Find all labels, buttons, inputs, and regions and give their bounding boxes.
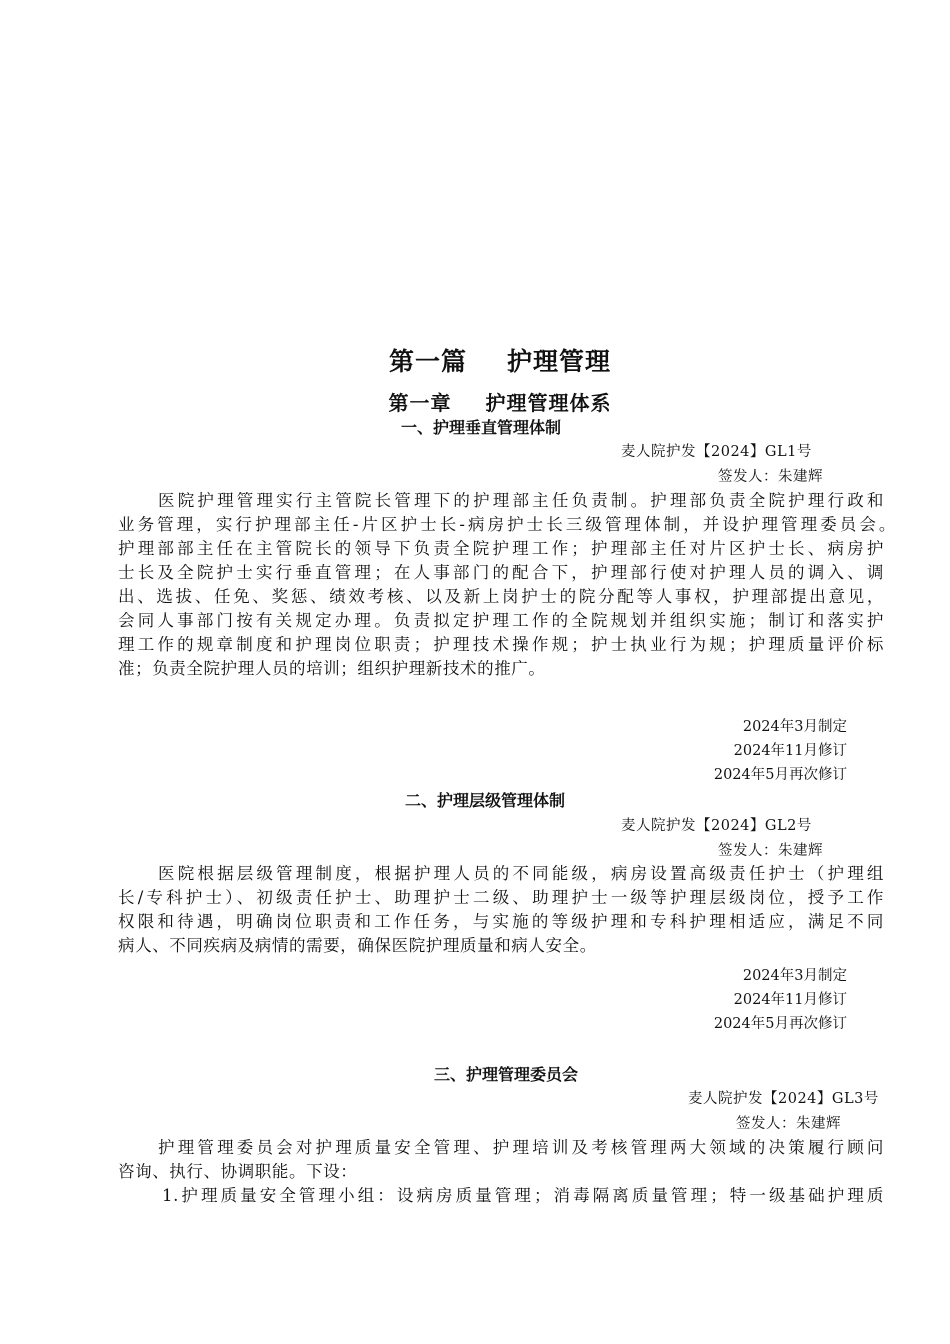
paragraph-line: 1.护理质量安全管理小组：设病房质量管理；消毒隔离质量管理；特一级基础护理质: [162, 1186, 884, 1205]
doc-number: 麦人院护发【2024】GL2号: [621, 818, 812, 834]
date-line: 2024年5月再次修订: [713, 1016, 847, 1032]
paragraph-line: 士长及全院护士实行垂直管理；在人事部门的配合下，护理部行使对护理人员的调入、调: [118, 563, 884, 582]
section-heading: 一、护理垂直管理体制: [401, 418, 562, 437]
date-line: 2024年11月修订: [733, 992, 847, 1008]
date-line: 2024年11月修订: [733, 743, 847, 759]
paragraph-line: 医院根据层级管理制度，根据护理人员的不同能级，病房设置高级责任护士（护理组: [158, 864, 884, 883]
doc-number: 麦人院护发【2024】GL3号: [688, 1091, 879, 1107]
paragraph-line: 出、选拔、任免、奖惩、绩效考核、以及新上岗护士的院分配等人事权，护理部提出意见，: [118, 587, 884, 606]
chapter-title: [0, 390, 950, 416]
doc-number: 麦人院护发【2024】GL1号: [621, 444, 812, 460]
paragraph-line: 长/专科护士）、初级责任护士、助理护士二级、助理护士一级等护理层级岗位，授予工作: [118, 888, 884, 907]
chapter-number: 第一章: [388, 391, 452, 415]
section-heading: 三、护理管理委员会: [434, 1065, 579, 1084]
section-paragraph: [118, 1136, 884, 1208]
section-paragraph: [118, 862, 884, 958]
paragraph-line: 理工作的规章制度和护理岗位职责；护理技术操作规；护士执业行为规；护理质量评价标: [118, 635, 884, 654]
part-name: 护理管理: [507, 347, 612, 376]
signer: 签发人：朱建辉: [718, 843, 823, 859]
signer: 签发人：朱建辉: [718, 469, 823, 485]
part-number: 第一篇: [388, 347, 467, 376]
paragraph-line: 权限和待遇，明确岗位职责和工作任务，与实施的等级护理和专科护理相适应，满足不同: [118, 912, 884, 931]
section-heading: 二、护理层级管理体制: [405, 791, 566, 810]
signer: 签发人：朱建辉: [736, 1116, 841, 1132]
paragraph-line: 医院护理管理实行主管院长管理下的护理部主任负责制。护理部负责全院护理行政和: [158, 491, 884, 510]
paragraph-line: 病人、不同疾病及病情的需要，确保医院护理质量和病人安全。: [118, 936, 597, 955]
date-line: 2024年5月再次修订: [713, 767, 847, 783]
section-paragraph: [118, 489, 896, 681]
paragraph-line: 护理管理委员会对护理质量安全管理、护理培训及考核管理两大领域的决策履行顾问: [158, 1138, 884, 1157]
paragraph-line: 准；负责全院护理人员的培训；组织护理新技术的推广。: [118, 659, 546, 678]
date-line: 2024年3月制定: [742, 968, 847, 984]
paragraph-line: 护理部部主任在主管院长的领导下负责全院护理工作；护理部主任对片区护士长、病房护: [118, 539, 884, 558]
part-title: [0, 347, 950, 377]
paragraph-line: 咨询、执行、协调职能。下设：: [118, 1162, 358, 1181]
paragraph-line: 业务管理，实行护理部主任-片区护士长-病房护士长三级管理体制，并设护理管理委员会。: [118, 515, 896, 534]
paragraph-line: 会同人事部门按有关规定办理。负责拟定护理工作的全院规划并组织实施；制订和落实护: [118, 611, 884, 630]
chapter-name: 护理管理体系: [485, 391, 612, 415]
date-line: 2024年3月制定: [742, 719, 847, 735]
